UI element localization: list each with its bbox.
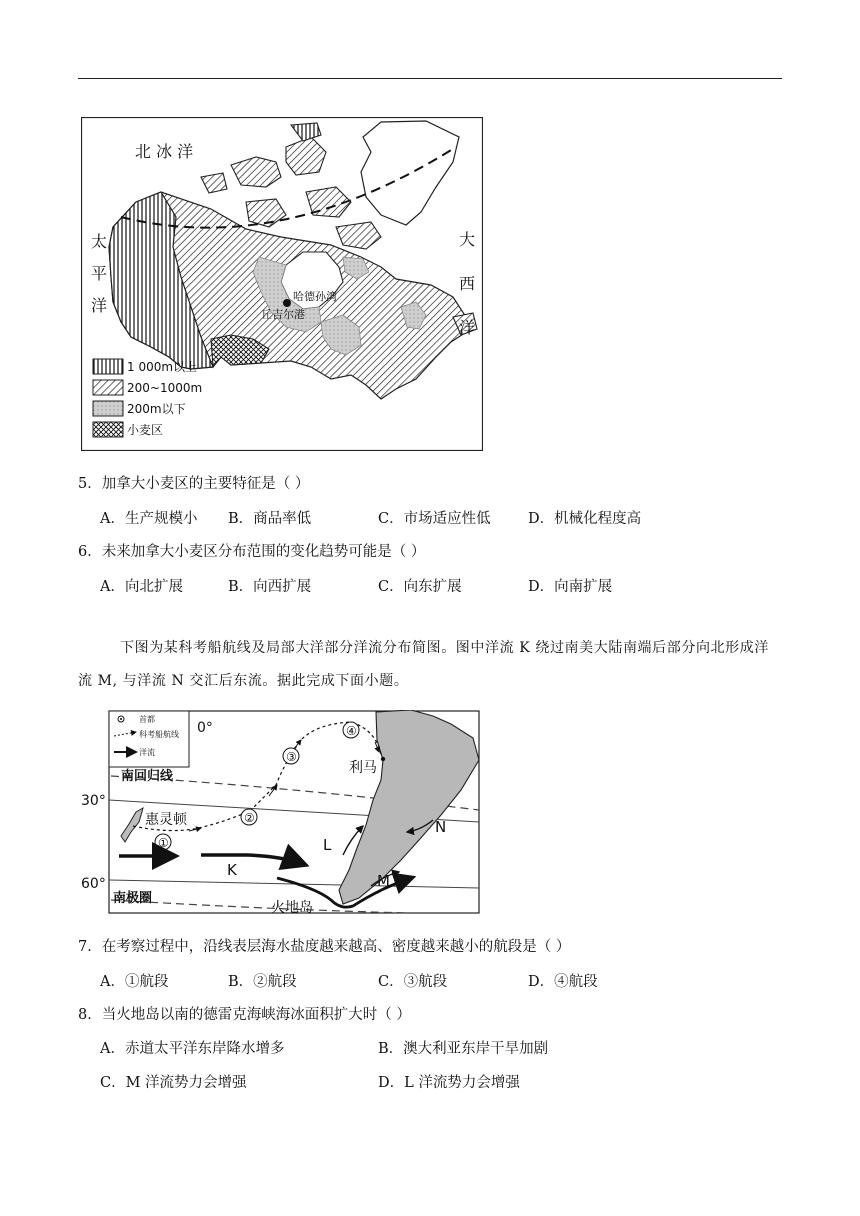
churchill-port-dot (283, 299, 291, 307)
header-rule (78, 78, 782, 79)
passage-text (78, 632, 786, 698)
lat-0-label: 0° (197, 720, 213, 736)
legend-label-2: 200~1000m (127, 381, 203, 395)
antarctic-label: 南极圈 (113, 891, 153, 906)
legend-capital: 首都 (139, 715, 155, 724)
q5-option-c[interactable]: C．市场适应性低 (378, 511, 491, 527)
q8-option-d[interactable]: D．L 洋流势力会增强 (378, 1075, 520, 1091)
q8-option-c[interactable]: C．M 洋流势力会增强 (100, 1075, 247, 1091)
legend-label-1: 1 000m以上 (127, 360, 198, 374)
q5-option-a[interactable]: A．生产规模小 (100, 511, 198, 527)
q8-stem: 8．当火地岛以南的德雷克海峡海冰面积扩大时（ ） (78, 1007, 411, 1023)
q6-option-a[interactable]: A．向北扩展 (100, 579, 183, 595)
canada-relief-map (81, 117, 483, 451)
churchill-port-label: 丘吉尔港 (261, 308, 305, 321)
fuego-label: 火地岛 (271, 900, 313, 915)
pacific-ocean-label: 太平洋 (91, 232, 108, 315)
q6-stem: 6．未来加拿大小麦区分布范围的变化趋势可能是（ ） (78, 544, 426, 560)
q5-stem: 5．加拿大小麦区的主要特征是（ ） (78, 476, 310, 492)
wellington-label: 惠灵顿 (145, 812, 187, 828)
map2-legend (109, 711, 189, 767)
q6-option-b[interactable]: B．向西扩展 (228, 579, 312, 595)
current-m-label: M (377, 872, 390, 890)
atlantic-ocean-label: 大西洋 (459, 230, 476, 337)
ocean-current-map (81, 710, 481, 915)
current-k-label: K (227, 861, 237, 879)
arctic-ocean-label: 北 冰 洋 (135, 142, 194, 161)
q7-option-d[interactable]: D．④航段 (528, 974, 598, 990)
q5-option-d[interactable]: D．机械化程度高 (528, 511, 642, 527)
q6-option-d[interactable]: D．向南扩展 (528, 579, 613, 595)
q5-option-b[interactable]: B．商品率低 (228, 511, 312, 527)
q7-option-a[interactable]: A．①航段 (100, 974, 169, 990)
q8-option-b[interactable]: B．澳大利亚东岸干旱加剧 (378, 1041, 549, 1057)
lima-label: 利马 (349, 760, 377, 776)
q6-option-c[interactable]: C．向东扩展 (378, 579, 462, 595)
legend-label-4: 小麦区 (127, 423, 164, 437)
segment-4-label: ④ (346, 724, 357, 738)
segment-3-label: ③ (286, 750, 297, 764)
q7-option-b[interactable]: B．②航段 (228, 974, 297, 990)
legend-label-3: 200m以下 (127, 402, 186, 416)
lima-dot (381, 757, 385, 761)
passage-line-1: 下图为某科考船航线及局部大洋部分洋流分布简图。图中洋流 K 绕过南美大陆南端后部分向北形成洋 (120, 640, 769, 656)
segment-1-label: ① (158, 836, 169, 850)
q7-stem: 7．在考察过程中，沿线表层海水盐度越来越高、密度越来越小的航段是（ ） (78, 939, 571, 955)
current-l-label: L (323, 836, 332, 854)
lat-60-label: 60° (81, 876, 106, 892)
q8-option-a[interactable]: A．赤道太平洋东岸降水增多 (100, 1041, 285, 1057)
legend-route: 科考船航线 (139, 730, 179, 739)
lat-30-label: 30° (81, 793, 106, 809)
current-n-label: N (435, 818, 447, 836)
segment-2-label: ② (244, 811, 255, 825)
passage-line-2: 流 M, 与洋流 N 交汇后东流。据此完成下面小题。 (78, 673, 409, 689)
q7-option-c[interactable]: C．③航段 (378, 974, 448, 990)
legend-current: 洋流 (139, 748, 155, 757)
hudson-bay-label: 哈德孙湾 (293, 290, 337, 303)
tropic-label: 南回归线 (121, 769, 174, 784)
